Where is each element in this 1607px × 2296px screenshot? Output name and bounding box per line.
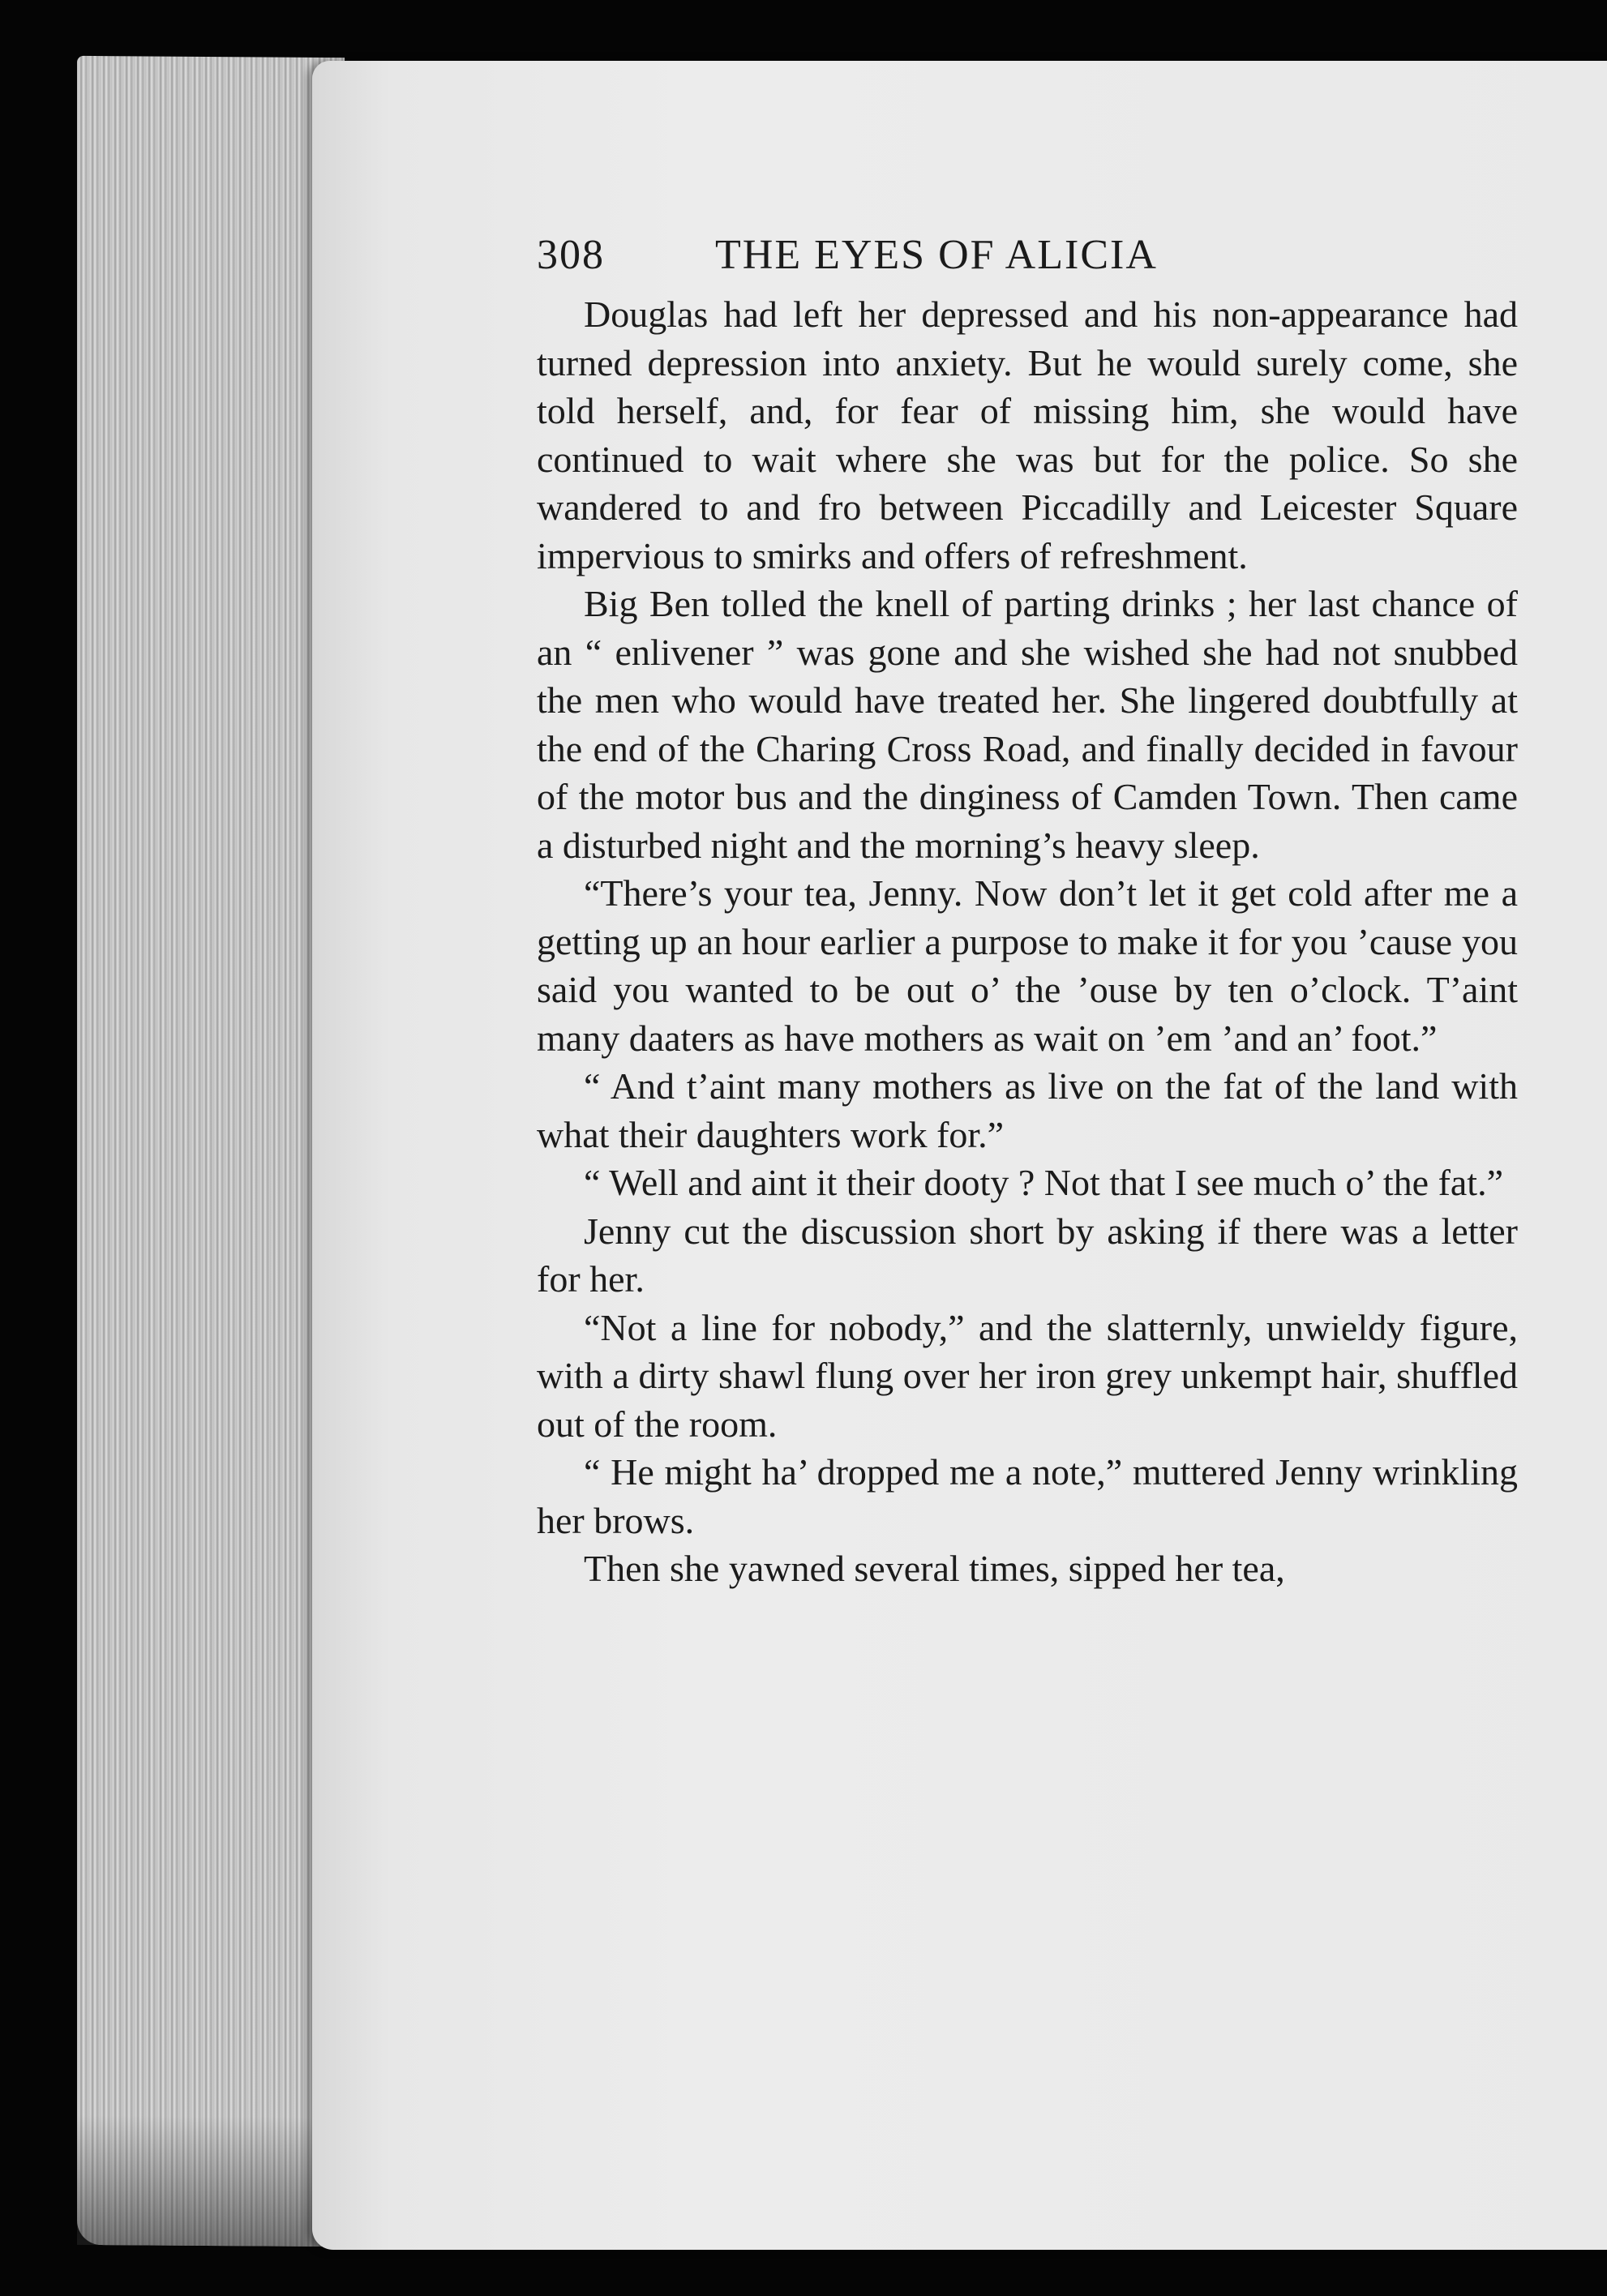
book-title: THE EYES OF ALICIA <box>715 232 1158 278</box>
paragraph: Big Ben tolled the knell of parting drinks ; her last chance of an “ enlivener ” was gone and she wished she had not snubbed the men who would have treated her. She lingered doubtfully at the end of the Charing Cross Road, and finally decided in favour of the motor bus and the dinginess of Camden Town. Then came a disturbed night and the morning’s heavy sleep. <box>537 583 1518 866</box>
paragraph: “ Well and aint it their dooty ? Not that I see much o’ the fat.” <box>584 1162 1504 1203</box>
paragraph: Douglas had left her depressed and his non-appearance had turned depression into anxiety. But he would surely come, she told herself, and, for fear of missing him, she would have continued to wait where she was but for the police. So she wandered to and fro between Piccadilly and Leicester Square impervious to smirks and offers of refreshment. <box>537 293 1518 576</box>
paragraph: Jenny cut the discussion short by asking if there was a letter for her. <box>537 1210 1518 1300</box>
running-head <box>537 231 1518 279</box>
paragraph: Then she yawned several times, sipped her tea, <box>584 1548 1285 1589</box>
paragraph: “ And t’aint many mothers as live on the fat of the land with what their daughters work for.” <box>537 1065 1518 1155</box>
paragraph: “ He might ha’ dropped me a note,” muttered Jenny wrinkling her brows. <box>537 1451 1518 1541</box>
page-content <box>537 231 1518 1593</box>
paragraph: “Not a line for nobody,” and the slatternly, unwieldy figure, with a dirty shawl flung over her iron grey unkempt hair, shuffled out of the room. <box>537 1306 1518 1445</box>
page-number: 308 <box>537 232 605 278</box>
page-edges <box>77 56 345 2247</box>
paragraph: “There’s your tea, Jenny. Now don’t let it get cold after me a getting up an hour earlier a purpose to make it for you ’cause you said you wanted to be out o’ the ’ouse by ten o’clock. T’aint many daaters as have mothers as wait on ’em ’and an’ foot.” <box>537 872 1518 1059</box>
